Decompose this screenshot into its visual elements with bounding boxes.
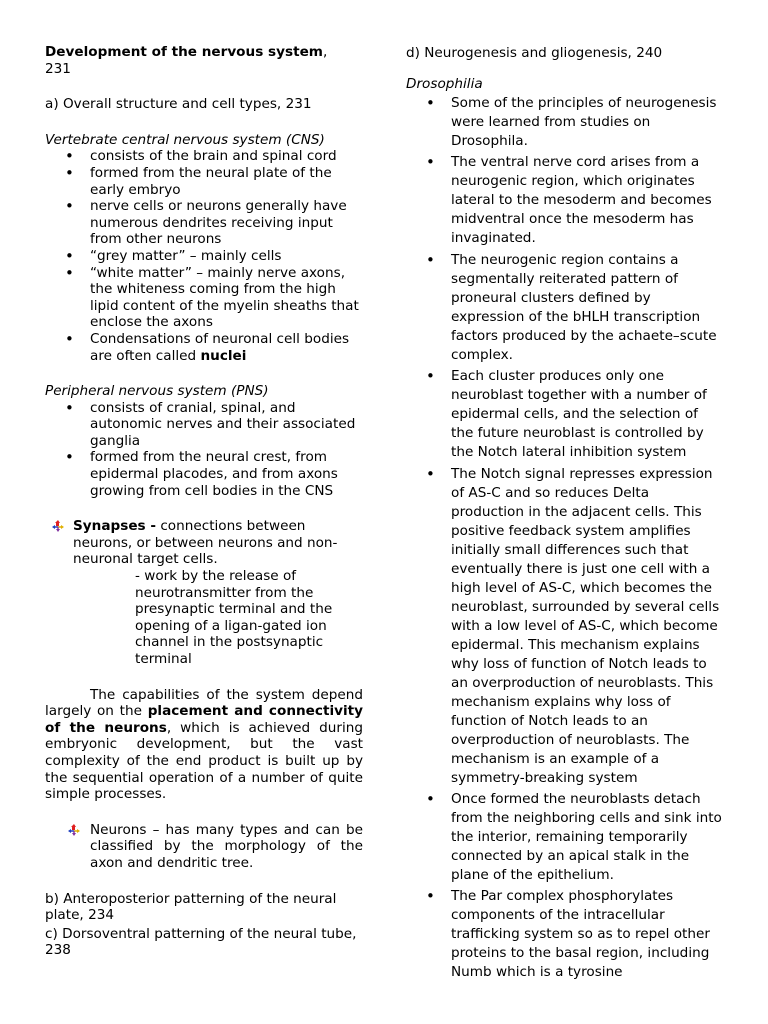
spacer: [45, 803, 363, 822]
list-item: • nerve cells or neurons generally have numerous dendrites receiving input from other neurons: [45, 198, 363, 248]
chapter-heading-page: 231: [45, 60, 71, 77]
list-item: • consists of the brain and spinal cord: [45, 148, 363, 165]
paragraph-text: , which is achieved during embryonic development, but the vast complexity of the end product is built up by the sequential operation of a number of quite simple processes.: [45, 719, 363, 803]
four-way-arrow-icon: [52, 520, 64, 532]
synapses-term: Synapses -: [73, 518, 157, 535]
list-item: • “white matter” – mainly nerve axons, the whiteness coming from the high lipid content of the myelin sheaths that enclose the axons: [45, 265, 363, 331]
four-way-arrow-icon: [68, 824, 80, 836]
cns-title: Vertebrate central nervous system (CNS): [45, 131, 325, 148]
capabilities-paragraph: [45, 687, 363, 803]
paragraph-text: The capabilities of the system depend largely on the: [45, 686, 363, 720]
list-item: • consists of cranial, spinal, and autonomic nerves and their associated ganglia: [45, 400, 363, 450]
list-item: • Each cluster produces only one neuroblast together with a number of epidermal cells, and the selection of the future neuroblast is controlled by the Notch lateral inhibition system: [406, 367, 724, 462]
list-item: • formed from the neural plate of the early embryo: [45, 165, 363, 198]
list-item-text: Condensations of neuronal cell bodies are often called: [90, 330, 350, 364]
drosophila-list: [406, 94, 724, 982]
pns-title: Peripheral nervous system (PNS): [45, 383, 269, 400]
list-item: • The neurogenic region contains a segmentally reiterated pattern of proneural clusters defined by expression of the bHLH transcription factors produced by the achaete–scute complex.: [406, 251, 724, 365]
neurons-text: Neurons – has many types and can be classified by the morphology of the axon and dendritic tree.: [90, 821, 363, 871]
spacer: [45, 364, 363, 383]
synapses-detail: - work by the release of neurotransmitter from the presynaptic terminal and the opening of a ligan-gated ion channel in the postsynaptic terminal: [135, 568, 333, 667]
paragraph-bold: placement and connectivity of the neurons: [45, 703, 364, 736]
section-b-heading: b) Anteroposterior patterning of the neural plate, 234: [45, 890, 337, 924]
spacer: [45, 113, 363, 132]
chapter-heading-title: Development of the nervous system: [45, 44, 323, 60]
synapses-definition: connections between neurons, or between neurons and non-neuronal target cells.: [73, 518, 338, 568]
spacer: [45, 872, 363, 891]
list-item: • The Notch signal represses expression of AS-C and so reduces Delta production in the adjacent cells. This positive feedback system amplifies initially small differences such that eventually there is just one cell with a high level of AS-C, which becomes the neuroblast, surrounded by several cells with a low level of AS-C, which become epidermal. This mechanism explains why loss of function of Notch leads to an overproduction of neuroblasts. This mechanism explains why loss of function of Notch leads to an overproduction of neuroblasts. The mechanism is an example of a symmetry-breaking system: [406, 465, 724, 788]
drosophila-title: Drosophilia: [406, 76, 483, 92]
synapses-item: [45, 518, 363, 568]
list-item: • Once formed the neuroblasts detach from the neighboring cells and sink into the interior, remaining temporarily connected by an apical stalk in the plane of the epithelium.: [406, 790, 724, 885]
list-item: • “grey matter” – mainly cells: [45, 248, 363, 265]
cns-list: [45, 148, 363, 364]
section-c-heading: c) Dorsoventral patterning of the neural tube, 238: [45, 925, 357, 959]
list-item: • The Par complex phosphorylates components of the intracellular trafficking system so as to repel other proteins to the basal region, including Numb which is a tyrosine: [406, 887, 724, 982]
left-column: [45, 44, 363, 959]
list-item: • Some of the principles of neurogenesis were learned from studies on Drosophila.: [406, 94, 724, 151]
list-item: [45, 331, 363, 364]
list-item: • The ventral nerve cord arises from a neurogenic region, which originates lateral to the mesoderm and becomes midventral once the mesoderm has invaginated.: [406, 153, 724, 248]
list-item: • formed from the neural crest, from epidermal placodes, and from axons growing from cell bodies in the CNS: [45, 449, 363, 499]
spacer: [406, 63, 724, 75]
spacer: [45, 668, 363, 687]
list-item-bold: nuclei: [200, 347, 247, 364]
chapter-heading: [45, 44, 363, 77]
spacer: [45, 499, 363, 518]
spacer: [45, 77, 363, 96]
pns-list: [45, 400, 363, 500]
section-d-heading: d) Neurogenesis and gliogenesis, 240: [406, 45, 663, 61]
neurons-item: [45, 822, 363, 872]
section-a-heading: a) Overall structure and cell types, 231: [45, 96, 312, 113]
chapter-heading-comma: ,: [322, 44, 328, 60]
right-column: [406, 44, 724, 985]
